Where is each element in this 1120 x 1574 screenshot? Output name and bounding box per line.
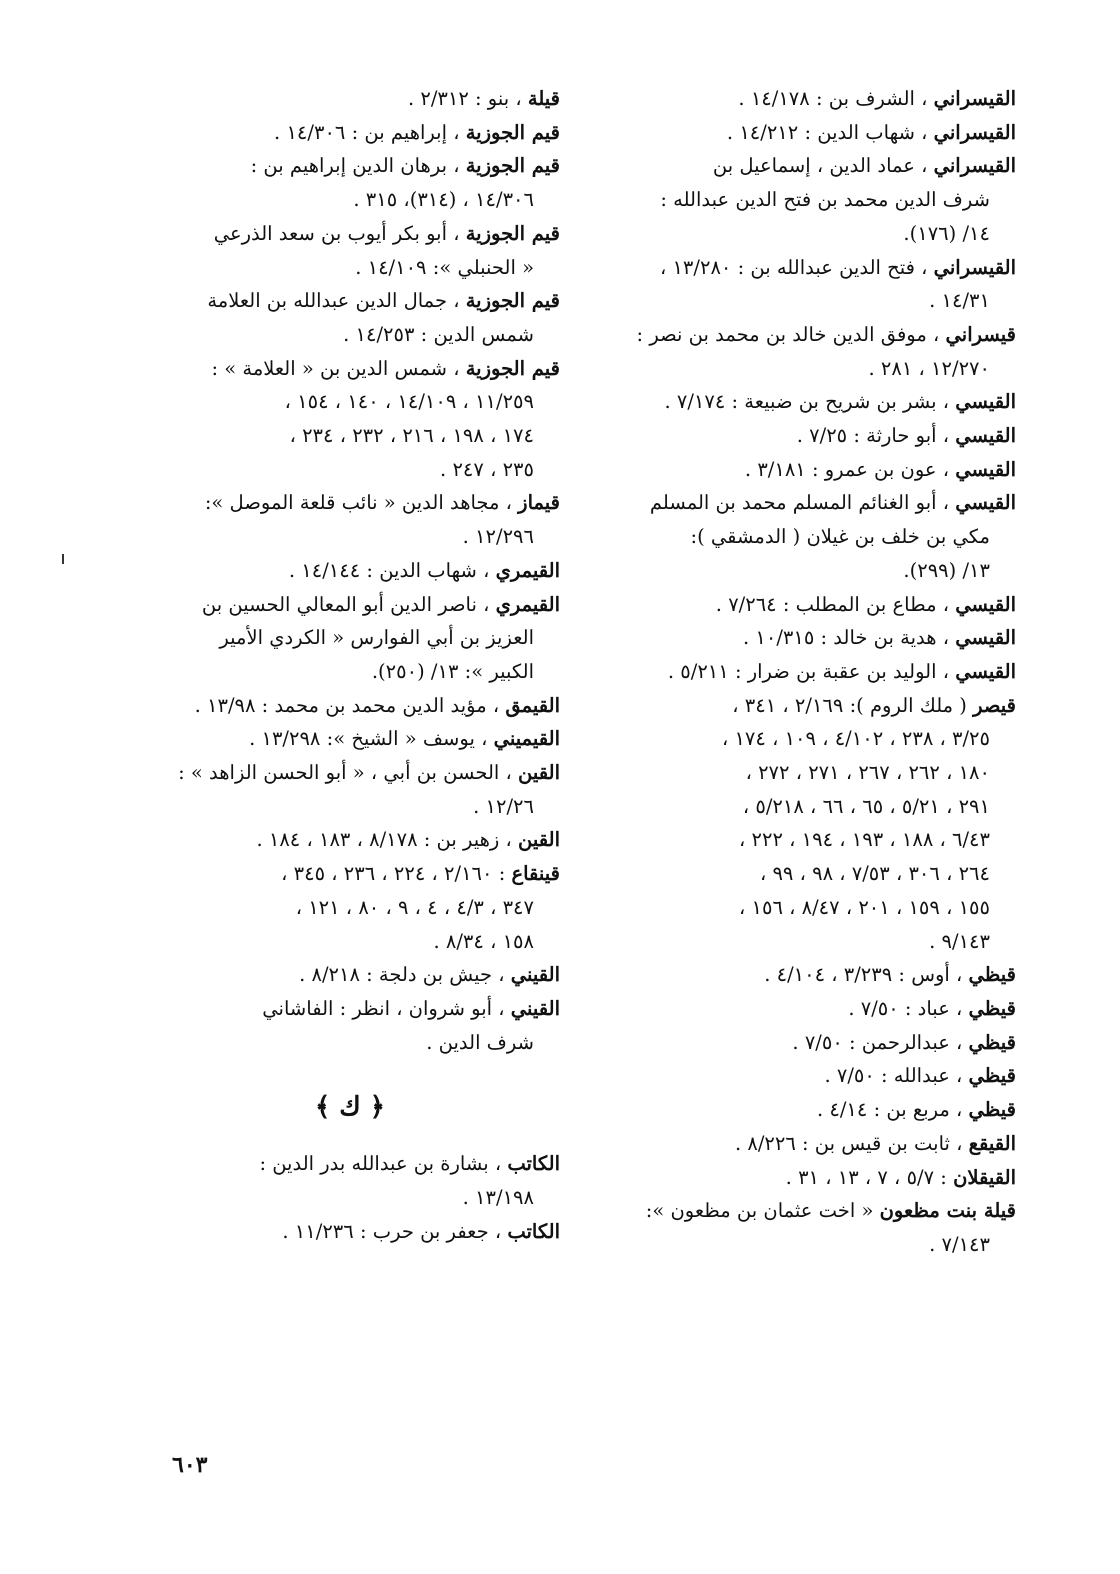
index-entry	[596, 1059, 1016, 1093]
entry-continuation-line: ٣٤٧ ، ٤/٣ ، ٤ ، ٩ ، ٨٠ ، ١٢١ ،	[295, 895, 534, 919]
index-entry	[596, 1127, 1016, 1161]
entry-first-line	[140, 756, 560, 790]
entry-reference: ، بنو : ٢/٣١٢ .	[407, 87, 528, 110]
page-number: ٦٠٣	[172, 1452, 208, 1478]
entry-first-line	[596, 1026, 1016, 1060]
entry-heading: القيسي	[955, 592, 1016, 616]
entry-heading: قيم الجوزية	[465, 221, 560, 245]
entry-first-line	[140, 486, 560, 520]
entry-first-line	[596, 1127, 1016, 1161]
entry-continuation-line: ١٧٤ ، ١٩٨ ، ٢١٦ ، ٢٣٢ ، ٢٣٤ ،	[289, 424, 534, 448]
entry-reference: ( ملك الروم ): ٢/١٦٩ ، ٣٤١ ،	[732, 693, 974, 717]
index-entry	[596, 116, 1016, 150]
index-entry	[140, 756, 560, 823]
index-entry	[596, 318, 1016, 385]
entry-heading: قيلة	[527, 87, 560, 110]
entry-heading: القيمري	[495, 558, 560, 582]
index-entry	[140, 823, 560, 857]
entry-heading: قيظي	[968, 996, 1016, 1020]
entry-reference: ، برهان الدين إبراهيم بن :	[250, 154, 466, 178]
entry-heading: قينقاع	[511, 862, 560, 886]
entry-continuation-line: ٦/٤٣ ، ١٨٨ ، ١٩٣ ، ١٩٤ ، ٢٢٢ ،	[739, 828, 990, 852]
entry-continuation-line: مكي بن خلف بن غيلان ( الدمشقي ):	[690, 525, 990, 549]
entry-heading: القيسي	[955, 390, 1016, 414]
entry-reference: ، عبدالله : ٧/٥٠ .	[824, 1064, 969, 1088]
entry-first-line	[140, 1147, 560, 1181]
entry-reference: ، عباد : ٧/٥٠ .	[848, 996, 969, 1020]
left-column-entries-after-section	[140, 1147, 560, 1248]
entry-reference: ، الشرف بن : ١٤/١٧٨ .	[738, 87, 934, 110]
entry-continuation-line: شرف الدين محمد بن فتح الدين عبدالله :	[660, 188, 990, 212]
entry-reference: ، فتح الدين عبدالله بن : ١٣/٢٨٠ ،	[659, 255, 934, 279]
entry-continuation-line: ٢٦٤ ، ٣٠٦ ، ٧/٥٣ ، ٩٨ ، ٩٩ ،	[759, 862, 990, 886]
entry-reference: ، بشارة بن عبدالله بدر الدين :	[259, 1152, 508, 1176]
entry-first-line	[596, 1161, 1016, 1195]
entry-continuation-line: ١٢/٢٦ .	[473, 794, 534, 818]
entry-reference: : ٥/٧ ، ٧ ، ١٣ ، ٣١ .	[785, 1165, 954, 1189]
entry-first-line	[140, 823, 560, 857]
entry-first-line	[596, 689, 1016, 723]
entry-heading: قيم الجوزية	[465, 120, 560, 144]
entry-reference: ، الوليد بن عقبة بن ضرار : ٥/٢١١ .	[667, 659, 956, 683]
entry-reference: ، عبدالرحمن : ٧/٥٠ .	[792, 1030, 969, 1054]
entry-first-line	[596, 82, 1016, 116]
entry-continuation-line: ١٨٠ ، ٢٦٢ ، ٢٦٧ ، ٢٧١ ، ٢٧٢ ،	[745, 761, 990, 785]
index-entry	[596, 149, 1016, 250]
index-entry	[140, 689, 560, 723]
entry-continuation-line: ١٢/٢٩٦ .	[462, 525, 534, 549]
entry-heading: القيسي	[955, 457, 1016, 481]
entry-heading: القيقع	[968, 1131, 1016, 1155]
index-entry	[596, 958, 1016, 992]
index-entry	[596, 588, 1016, 622]
entry-first-line	[596, 588, 1016, 622]
index-entry	[596, 1026, 1016, 1060]
entry-continuation-line: ١٣/ (٢٩٩).	[903, 558, 990, 582]
entry-first-line	[140, 722, 560, 756]
entry-reference: ، عون بن عمرو : ٣/١٨١ .	[744, 457, 956, 481]
index-entry	[596, 453, 1016, 487]
entry-reference: ، زهير بن : ٨/١٧٨ ، ١٨٣ ، ١٨٤ .	[256, 828, 519, 852]
entry-first-line	[596, 1093, 1016, 1127]
entry-continuation-line: ١٤/٣١ .	[929, 289, 990, 313]
entry-first-line	[596, 1194, 1016, 1228]
entry-reference: ، أبو حارثة : ٧/٢٥ .	[796, 424, 956, 448]
entry-reference: ، جعفر بن حرب : ١١/٢٣٦ .	[282, 1219, 508, 1243]
index-entry	[596, 486, 1016, 587]
entry-continuation-line: ١٢/٢٧٠ ، ٢٨١ .	[868, 356, 990, 380]
entry-heading: القين	[518, 828, 560, 852]
entry-heading: الكاتب	[507, 1152, 560, 1176]
entry-first-line	[140, 149, 560, 183]
index-entry	[596, 689, 1016, 959]
index-entry	[596, 992, 1016, 1026]
left-index-column	[140, 82, 560, 1249]
entry-first-line	[140, 284, 560, 318]
entry-reference: ، بشر بن شريح بن ضبيعة : ٧/١٧٤ .	[664, 390, 956, 414]
index-entry	[140, 149, 560, 216]
entry-continuation-line: العزيز بن أبي الفوارس « الكردي الأمير	[219, 626, 534, 650]
entry-reference: ، شمس الدين بن « العلامة » :	[211, 356, 466, 380]
entry-heading: قيم الجوزية	[465, 154, 560, 178]
entry-continuation-line: ١٤/٣٠٦ ، (٣١٤)، ٣١٥ .	[353, 188, 534, 212]
entry-heading: قيم الجوزية	[465, 356, 560, 380]
section-letter-kaf: ﴿ ك ﴾	[314, 1092, 385, 1123]
entry-heading: القيني	[510, 963, 560, 987]
index-entry	[596, 655, 1016, 689]
entry-heading: القيسي	[955, 626, 1016, 650]
entry-heading: قيماز	[518, 491, 560, 515]
entry-reference: : ٢/١٦٠ ، ٢٢٤ ، ٢٣٦ ، ٣٤٥ ،	[281, 862, 512, 886]
entry-continuation-line: « الحنبلي »: ١٤/١٠٩ .	[355, 255, 534, 279]
entry-heading: القيقلان	[953, 1165, 1016, 1189]
entry-continuation-line: ١٣/١٩٨ .	[462, 1186, 534, 1210]
index-entry	[140, 992, 560, 1059]
entry-heading: القيسي	[955, 659, 1016, 683]
entry-continuation-line: ٧/١٤٣ .	[929, 1232, 990, 1256]
entry-reference: ، ناصر الدين أبو المعالي الحسين بن	[201, 592, 496, 616]
entry-reference: ، الحسن بن أبي ، « أبو الحسن الزاهد » :	[178, 761, 519, 785]
left-column-entries	[140, 82, 560, 1059]
entry-first-line	[140, 82, 560, 116]
entry-first-line	[596, 1059, 1016, 1093]
index-entry	[140, 857, 560, 958]
entry-first-line	[596, 486, 1016, 520]
entry-reference: ، هدية بن خالد : ١٠/٣١٥ .	[742, 626, 956, 650]
entry-first-line	[140, 588, 560, 622]
entry-reference: ، مطاع بن المطلب : ٧/٢٦٤ .	[715, 592, 956, 616]
entry-reference: ، شهاب الدين : ١٤/١٤٤ .	[288, 558, 496, 582]
index-entry	[140, 82, 560, 116]
entry-continuation-line: ١٤/ (١٧٦).	[903, 221, 990, 245]
entry-heading: الكاتب	[507, 1219, 560, 1243]
entry-heading: القيني	[510, 996, 560, 1020]
entry-continuation-line: ٢٩١ ، ٥/٢١ ، ٦٥ ، ٦٦ ، ٥/٢١٨ ،	[742, 794, 990, 818]
entry-reference: ، مؤيد الدين محمد بن محمد : ١٣/٩٨ .	[194, 693, 506, 717]
entry-reference: ، أوس : ٣/٢٣٩ ، ٤/١٠٤ .	[764, 963, 969, 987]
entry-first-line	[596, 419, 1016, 453]
entry-continuation-line: شمس الدين : ١٤/٢٥٣ .	[343, 322, 534, 346]
index-entry	[140, 284, 560, 351]
entry-heading: القيسراني	[933, 87, 1016, 110]
entry-first-line	[596, 958, 1016, 992]
entry-continuation-line: ١٥٨ ، ٨/٣٤ .	[433, 929, 534, 953]
index-entry	[140, 588, 560, 689]
entry-first-line	[596, 251, 1016, 285]
entry-heading: قيسراني	[945, 322, 1016, 346]
entry-first-line	[140, 1215, 560, 1249]
entry-reference: ، أبو بكر أيوب بن سعد الذرعي	[213, 221, 466, 245]
entry-heading: القيسراني	[933, 120, 1016, 144]
entry-heading: القين	[518, 761, 560, 785]
entry-first-line	[596, 992, 1016, 1026]
index-entry	[140, 958, 560, 992]
index-entry	[596, 621, 1016, 655]
entry-first-line	[596, 385, 1016, 419]
entry-continuation-line: الكبير »: ١٣/ (٢٥٠).	[371, 659, 534, 683]
entry-continuation-line: ٢٣٥ ، ٢٤٧ .	[440, 457, 534, 481]
entry-heading: قيصر	[973, 693, 1016, 717]
entry-heading: القيسراني	[933, 255, 1016, 279]
entry-reference: ، ثابت بن قيس بن : ٨/٢٢٦ .	[734, 1131, 969, 1155]
entry-first-line	[140, 689, 560, 723]
entry-heading: قيظي	[968, 963, 1016, 987]
scan-speck	[62, 554, 64, 564]
index-entry	[140, 486, 560, 553]
entry-heading: القيميني	[493, 727, 560, 751]
entry-continuation-line: ٩/١٤٣ .	[929, 929, 990, 953]
entry-first-line	[140, 352, 560, 386]
entry-reference: ، مربع بن : ٤/١٤ .	[816, 1098, 969, 1122]
entry-first-line	[140, 217, 560, 251]
right-index-column	[596, 82, 1016, 1262]
index-entry	[140, 116, 560, 150]
entry-continuation-line: ١٥٥ ، ١٥٩ ، ٢٠١ ، ٨/٤٧ ، ١٥٦ ،	[739, 895, 990, 919]
index-entry	[596, 385, 1016, 419]
entry-first-line	[140, 116, 560, 150]
index-entry	[140, 722, 560, 756]
index-entry	[140, 554, 560, 588]
entry-reference: ، جيش بن دلجة : ٨/٢١٨ .	[299, 963, 511, 987]
entry-heading: قيلة بنت مظعون	[879, 1199, 1016, 1223]
entry-reference: ، عماد الدين ، إسماعيل بن	[712, 154, 934, 178]
entry-heading: قيم الجوزية	[465, 289, 560, 313]
index-entry	[596, 251, 1016, 318]
entry-first-line	[140, 857, 560, 891]
entry-first-line	[596, 655, 1016, 689]
entry-reference: « اخت عثمان بن مظعون »:	[645, 1199, 880, 1223]
entry-heading: قيظي	[968, 1064, 1016, 1088]
entry-reference: ، يوسف « الشيخ »: ١٣/٢٩٨ .	[249, 727, 494, 751]
entry-heading: القيمق	[505, 693, 560, 717]
index-entry	[140, 1147, 560, 1214]
entry-reference: ، إبراهيم بن : ١٤/٣٠٦ .	[274, 120, 466, 144]
entry-continuation-line: ١١/٢٥٩ ، ١٤/١٠٩ ، ١٤٠ ، ١٥٤ ،	[284, 390, 534, 414]
index-entry	[596, 1194, 1016, 1261]
entry-heading: القيسي	[955, 424, 1016, 448]
index-entry	[140, 217, 560, 284]
entry-first-line	[596, 116, 1016, 150]
index-entry	[596, 1161, 1016, 1195]
entry-reference: ، مجاهد الدين « نائب قلعة الموصل »:	[204, 491, 519, 515]
entry-heading: قيظي	[968, 1098, 1016, 1122]
entry-first-line	[596, 621, 1016, 655]
entry-heading: القيسي	[955, 491, 1016, 515]
index-entry	[140, 1215, 560, 1249]
index-entry	[596, 1093, 1016, 1127]
entry-reference: ، موفق الدين خالد بن محمد بن نصر :	[636, 322, 946, 346]
entry-heading: القيمري	[495, 592, 560, 616]
entry-heading: القيسراني	[933, 154, 1016, 178]
entry-reference: ، جمال الدين عبدالله بن العلامة	[207, 289, 466, 313]
entry-first-line	[140, 992, 560, 1026]
entry-reference: ، أبو شروان ، انظر : الفاشاني	[262, 996, 511, 1020]
entry-first-line	[596, 149, 1016, 183]
entry-continuation-line: شرف الدين .	[426, 1030, 534, 1054]
index-entry	[596, 419, 1016, 453]
entry-reference: ، أبو الغنائم المسلم محمد بن المسلم	[649, 491, 956, 515]
entry-first-line	[596, 453, 1016, 487]
index-entry	[140, 352, 560, 487]
entry-reference: ، شهاب الدين : ١٤/٢١٢ .	[726, 120, 934, 144]
entry-first-line	[140, 554, 560, 588]
entry-first-line	[140, 958, 560, 992]
index-entry	[596, 82, 1016, 116]
entry-heading: قيظي	[968, 1030, 1016, 1054]
entry-first-line	[596, 318, 1016, 352]
entry-continuation-line: ٣/٢٥ ، ٢٣٨ ، ٤/١٠٢ ، ١٠٩ ، ١٧٤ ،	[721, 727, 990, 751]
